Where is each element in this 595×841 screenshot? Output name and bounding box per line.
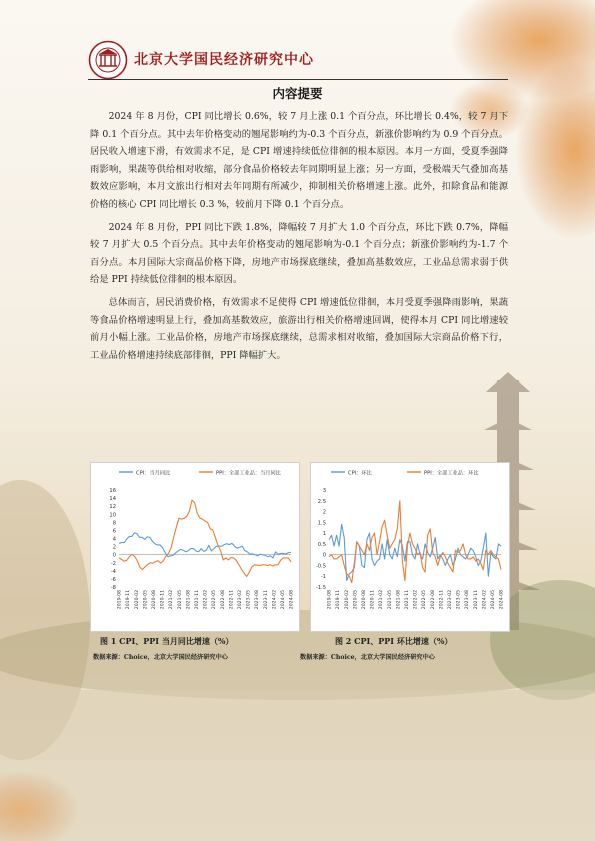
x-tick-label: 2019-11 — [336, 590, 342, 610]
x-tick-label: 2023-11 — [263, 590, 269, 610]
y-tick-label: 12 — [109, 504, 116, 511]
x-tick-label: 2023-08 — [255, 590, 261, 610]
y-tick-label: -2 — [110, 560, 116, 567]
chart-yoy-svg — [91, 463, 299, 631]
x-tick-label: 2024-08 — [499, 590, 505, 610]
x-tick-label: 2020-11 — [370, 590, 376, 610]
x-tick-label: 2023-02 — [448, 590, 453, 610]
x-tick-label: 2021-11 — [405, 590, 410, 610]
summary-body — [90, 108, 508, 369]
series-line — [329, 524, 501, 580]
x-tick-label: 2019-08 — [327, 590, 333, 610]
y-tick-label: 14 — [109, 496, 116, 503]
x-tick-label: 2019-11 — [126, 590, 132, 610]
x-tick-label: 2023-05 — [456, 590, 462, 610]
y-tick-label: 2 — [322, 509, 326, 516]
x-tick-label: 2019-08 — [117, 590, 123, 610]
x-tick-label: 2022-02 — [203, 590, 209, 610]
y-tick-label: 0.5 — [317, 541, 326, 548]
x-tick-label: 2021-08 — [186, 590, 192, 610]
paragraph-cpi: 2024 年 8 月份，CPI 同比增长 0.6%，较 7 月上涨 0.1 个百分点，环比增长 0.4%，较 7 月下降 0.1 个百分点。其中去年价格变动的翘尾影响约为-0.3 个百分点，新涨价影响约为 0.9 个百分点。居民收入增速下滑，有效需求不足，是 CPI 增速持续低位徘徊的根本原因。本月一方面，受夏季强降雨影响，果蔬等供给相对收缩，部分食品价格较去年同期明显上涨；另一方面，受极端天气叠加高基数效应影响，本月文旅出行相对去年同期有所减少，抑制相关价格增速上涨。此外，扣除食品和能源价格的核心 CPI 同比增长 0.3 %，较前月下降 0.1 个百分点。 — [90, 111, 508, 210]
x-tick-label: 2024-02 — [482, 590, 488, 610]
x-tick-label: 2022-02 — [413, 590, 419, 610]
x-tick-label: 2024-05 — [281, 590, 286, 610]
x-tick-label: 2023-05 — [246, 590, 252, 610]
y-tick-label: 8 — [112, 520, 116, 527]
y-tick-label: -1 — [320, 574, 326, 581]
chart-mom-svg — [311, 463, 509, 631]
x-tick-label: 2023-08 — [465, 590, 471, 610]
series-line — [329, 501, 501, 583]
x-tick-label: 2020-05 — [143, 590, 149, 610]
x-tick-label: 2021-05 — [177, 590, 183, 610]
x-tick-label: 2024-02 — [272, 590, 278, 610]
y-tick-label: 1.5 — [317, 520, 326, 527]
y-tick-label: 16 — [109, 488, 116, 494]
y-tick-label: -8 — [110, 585, 116, 591]
university-seal-logo — [88, 40, 128, 80]
x-tick-label: 2022-11 — [439, 590, 445, 610]
legend-label: PPI：全部工业品：当月同比 — [216, 470, 281, 477]
y-tick-label: 3 — [322, 488, 326, 494]
paragraph-overall: 总体而言，居民消费价格，有效需求不足使得 CPI 增速低位徘徊，本月受夏季强降雨影响，果蔬等食品价格增速明显上行，叠加高基数效应，旅游出行相关价格增速回调，使得本月 CPI 同比增速较前月小幅上涨。工业品价格，房地产市场探底继续，总需求相对收缩，叠加国际大宗商品价格下行，工业品价格增速持续底部徘徊，PPI 降幅扩大。 — [90, 296, 508, 361]
y-tick-label: -4 — [110, 568, 116, 575]
figure-2-caption: 图 2 CPI、PPI 环比增速（%） — [335, 636, 453, 646]
chart-mom — [310, 462, 510, 632]
figure-1-source: 数据来源：Choice，北京大学国民经济研究中心 — [93, 654, 228, 661]
x-tick-label: 2021-05 — [387, 590, 393, 610]
figure-1-caption: 图 1 CPI、PPI 当月同比增速（%） — [100, 636, 234, 646]
header-divider — [88, 79, 508, 80]
chart-yoy — [90, 462, 300, 632]
x-tick-label: 2022-11 — [229, 590, 235, 610]
x-tick-label: 2024-05 — [491, 590, 496, 610]
legend-label: CPI：环比 — [348, 470, 372, 477]
y-tick-label: 2 — [112, 544, 116, 551]
organization-name: 北京大学国民经济研究中心 — [134, 52, 314, 68]
figure-2-source: 数据来源：Choice，北京大学国民经济研究中心 — [300, 654, 435, 661]
x-tick-label: 2020-02 — [344, 590, 350, 610]
x-tick-label: 2021-02 — [169, 590, 175, 610]
x-tick-label: 2020-08 — [362, 590, 367, 610]
y-tick-label: 6 — [112, 528, 116, 535]
y-tick-label: 4 — [112, 536, 116, 543]
legend-label: PPI：全部工业品：环比 — [424, 470, 479, 477]
x-tick-label: 2023-02 — [238, 590, 243, 610]
x-tick-label: 2020-08 — [152, 590, 157, 610]
x-tick-label: 2023-11 — [473, 590, 479, 610]
y-tick-label: 1 — [322, 531, 326, 538]
x-tick-label: 2020-02 — [134, 590, 140, 610]
y-tick-label: 0 — [112, 552, 116, 559]
paragraph-ppi: 2024 年 8 月份，PPI 同比下跌 1.8%，降幅较 7 月扩大 1.0 个百分点，环比下跌 0.7%，降幅较 7 月扩大 0.5 个百分点。其中去年价格变动的翘尾影响为-0.1 个百分点；新涨价影响约为-1.7 个百分点。本月国际大宗商品价格下降，房地产市场探底继续，叠加高基数效应，工业品总需求弱于供给是 PPI 持续低位徘徊的根本原因。 — [90, 221, 508, 286]
x-tick-label: 2021-11 — [195, 590, 200, 610]
y-tick-label: 10 — [109, 512, 116, 519]
y-tick-label: -0.5 — [315, 563, 326, 570]
y-tick-label: 0 — [322, 552, 326, 559]
y-tick-label: 2.5 — [317, 498, 326, 505]
series-line — [119, 500, 291, 576]
x-tick-label: 2022-08 — [430, 590, 436, 610]
x-tick-label: 2024-08 — [289, 590, 295, 610]
x-tick-label: 2022-05 — [212, 590, 218, 610]
legend-label: CPI：当月同比 — [136, 470, 171, 477]
y-tick-label: -6 — [110, 576, 116, 583]
x-tick-label: 2021-02 — [379, 590, 385, 610]
x-tick-label: 2021-08 — [396, 590, 402, 610]
x-tick-label: 2022-05 — [422, 590, 428, 610]
series-line — [119, 533, 291, 558]
x-tick-label: 2022-08 — [220, 590, 226, 610]
y-tick-label: -1.5 — [315, 585, 326, 591]
header — [88, 40, 508, 78]
x-tick-label: 2020-05 — [353, 590, 359, 610]
page-title: 内容提要 — [272, 86, 323, 101]
x-tick-label: 2020-11 — [160, 590, 166, 610]
